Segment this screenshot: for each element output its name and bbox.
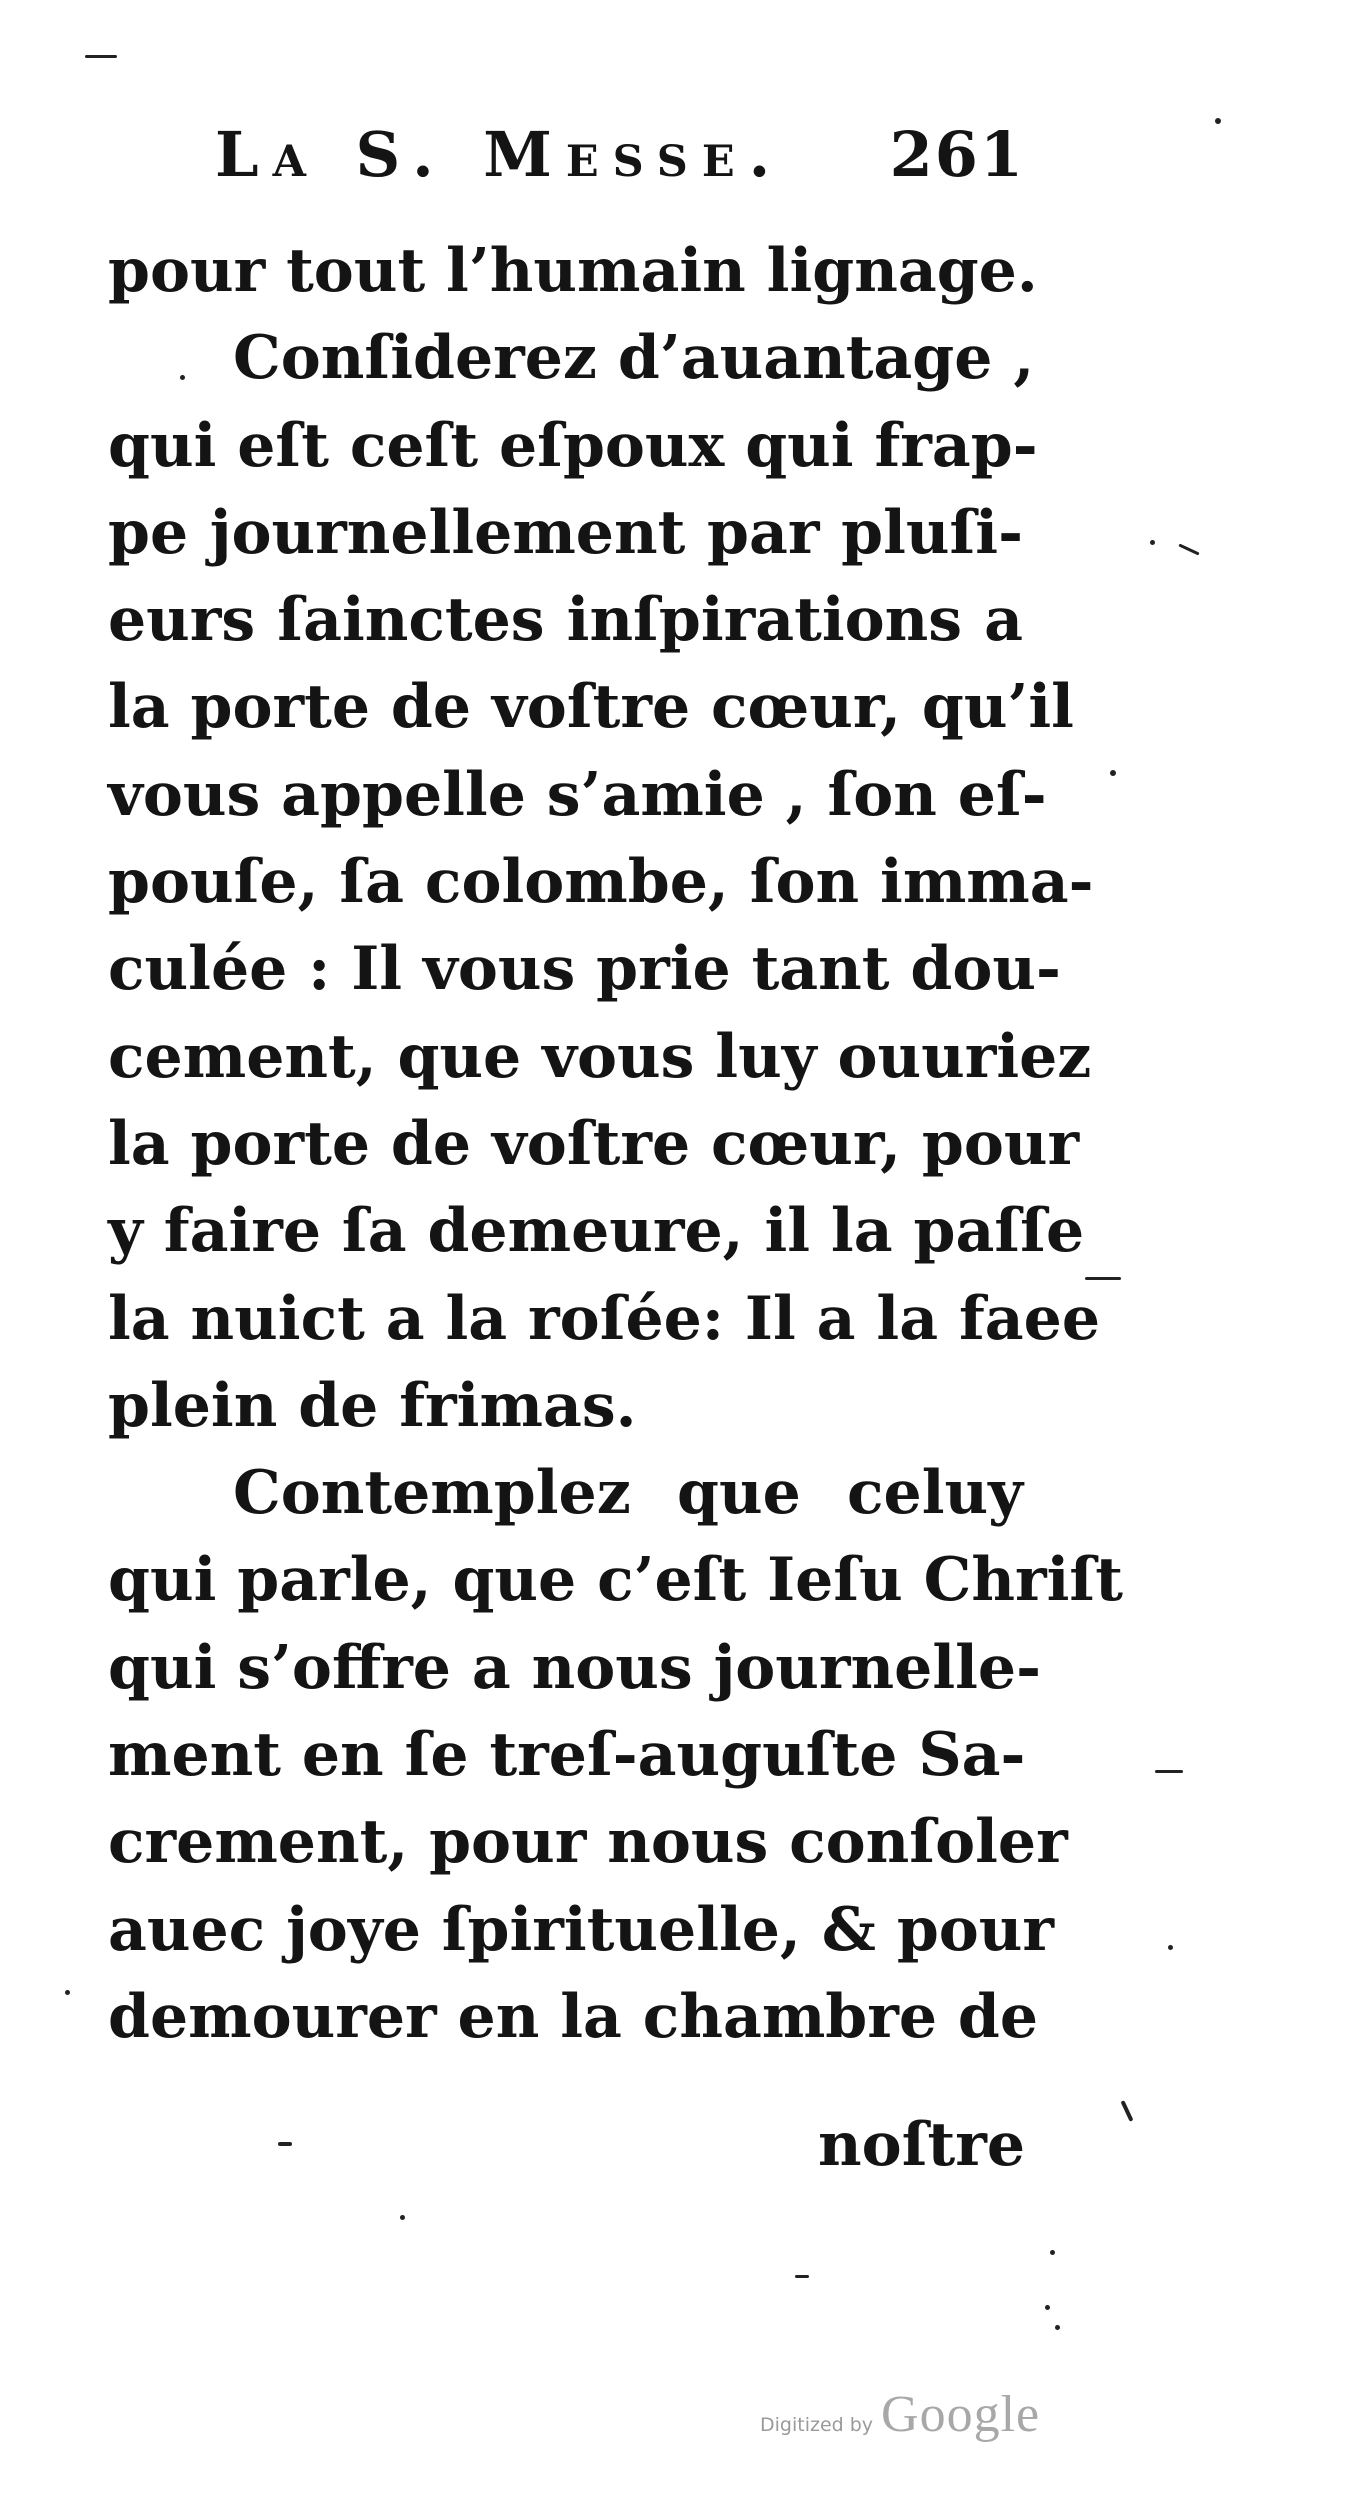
watermark-prefix: Digitized by	[760, 2414, 874, 2436]
ink-speck	[1215, 118, 1221, 124]
text-line: pe journellement par pluſi-	[108, 497, 1023, 568]
text-line: ment en ſe treſ-auguſte Sa-	[108, 1720, 1026, 1791]
text-line: plein de frimas.	[108, 1370, 637, 1441]
ink-speck	[1168, 1945, 1173, 1950]
digitized-watermark	[760, 2385, 1040, 2444]
ink-speck	[1178, 543, 1199, 555]
ink-speck	[278, 2142, 292, 2146]
text-line: vous appelle s’amie , ſon eſ-	[108, 759, 1047, 830]
watermark-brand: Google	[881, 2386, 1041, 2443]
catchword: noſtre	[818, 2110, 1025, 2180]
ink-speck	[1150, 540, 1155, 545]
text-line: cement, que vous luy ouuriez	[108, 1021, 1092, 1092]
text-line: la nuict a la roſée: Il a la faee	[108, 1283, 1100, 1354]
ink-speck	[85, 55, 117, 58]
ink-speck	[400, 2215, 405, 2220]
text-line: culée : Il vous prie tant dou-	[108, 934, 1061, 1005]
ink-speck	[1155, 1770, 1183, 1773]
ink-speck	[1050, 2250, 1055, 2255]
text-line: la porte de voſtre cœur, qu’il	[108, 672, 1074, 743]
text-line: pouſe, ſa colombe, ſon imma-	[108, 847, 1094, 918]
text-line: Conſiderez d’auantage ,	[233, 323, 1035, 394]
text-line: auec joye ſpirituelle, & pour	[108, 1894, 1055, 1965]
text-line: qui parle, que c’eſt Ieſu Chriſt	[108, 1545, 1123, 1616]
text-line: crement, pour nous conſoler	[108, 1807, 1068, 1878]
ink-speck	[1110, 770, 1116, 776]
text-line: pour tout l’humain lignage.	[108, 236, 1038, 306]
ink-speck	[180, 375, 185, 380]
text-line: eurs ſainctes inſpirations a	[108, 585, 1023, 656]
ink-speck	[1085, 1277, 1121, 1280]
ink-speck	[1121, 2100, 1134, 2122]
text-line: Contemplez que celuy	[233, 1458, 1023, 1529]
text-line: demourer en la chambre de	[108, 1981, 1039, 2052]
text-line: y faire ſa demeure, il la paſſe	[108, 1196, 1085, 1267]
text-line: la porte de voſtre cœur, pour	[108, 1108, 1080, 1179]
ink-speck	[1045, 2305, 1050, 2310]
running-head	[215, 118, 1025, 208]
ink-speck	[65, 1990, 70, 1995]
ink-speck	[795, 2275, 809, 2278]
page-number: 261	[889, 118, 1025, 191]
text-line: qui s’offre a nous journelle-	[108, 1632, 1041, 1703]
ink-speck	[1055, 2325, 1060, 2330]
text-line: qui eſt ceſt eſpoux qui frap-	[108, 410, 1038, 481]
body-text	[108, 228, 1123, 2061]
running-title: La S. Messe.	[215, 118, 785, 191]
